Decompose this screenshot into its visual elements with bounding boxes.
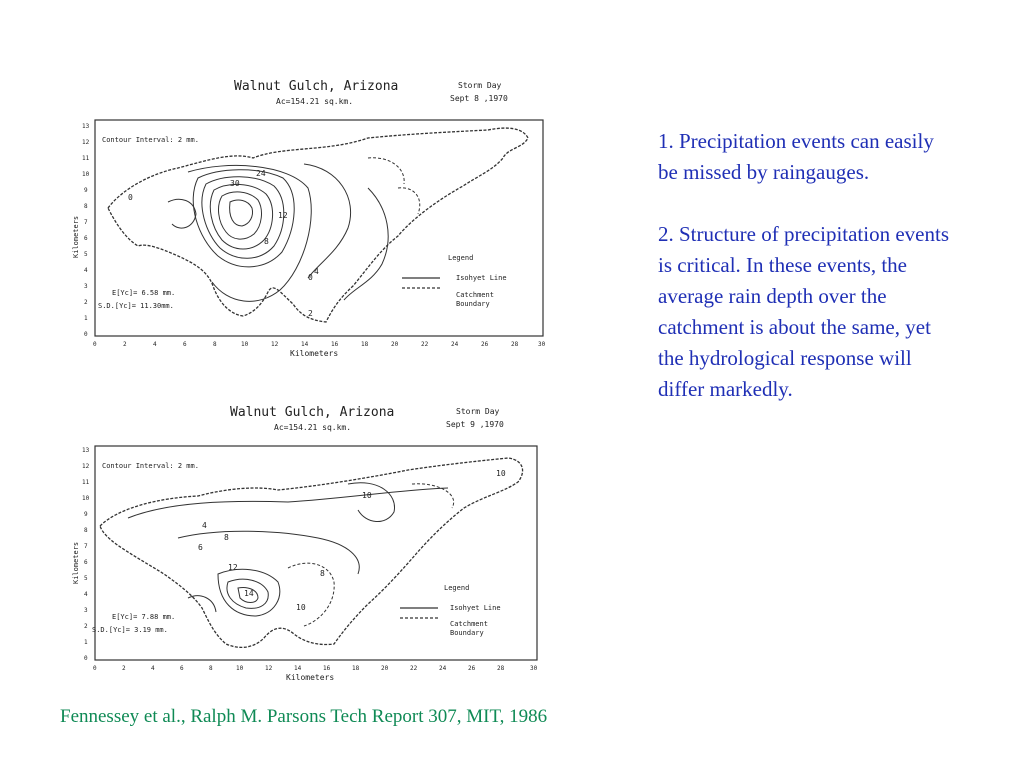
contour-label: 12	[278, 211, 288, 220]
x-axis-label: Kilometers	[290, 349, 339, 358]
map-title: Walnut Gulch, Arizona	[230, 405, 395, 420]
contour-label: 10	[296, 603, 306, 612]
x-tick: 14	[301, 341, 309, 348]
legend-catchment: Catchment	[450, 620, 488, 628]
y-tick: 3	[84, 283, 88, 290]
std-dev: S.D.[Yc]= 11.30mm.	[98, 302, 174, 310]
note-missed-events: 1. Precipitation events can easily be missed by raingauges.	[658, 129, 934, 184]
x-tick: 4	[151, 665, 155, 672]
x-tick: 16	[323, 665, 331, 672]
map-area: Ac=154.21 sq.km.	[276, 97, 354, 106]
y-tick: 11	[82, 479, 90, 486]
isohyet-lines	[128, 483, 454, 626]
map-sept-9-figure	[68, 398, 568, 690]
x-tick: 22	[410, 665, 418, 672]
y-tick: 5	[84, 575, 88, 582]
x-tick: 30	[530, 665, 538, 672]
x-tick: 28	[497, 665, 505, 672]
isohyet-lines	[168, 158, 420, 302]
notes-panel	[658, 126, 958, 436]
x-tick: 12	[265, 665, 273, 672]
std-dev: S.D.[Yc]= 3.19 mm.	[92, 626, 168, 634]
contour-interval: Contour Interval: 2 mm.	[102, 462, 199, 470]
storm-date: Sept 9 ,1970	[446, 420, 504, 429]
x-tick: 14	[294, 665, 302, 672]
x-ticks	[93, 341, 546, 348]
isohyet-map-sept-9	[68, 398, 568, 688]
y-axis-label: Kilometers	[72, 215, 80, 258]
citation: Fennessey et al., Ralph M. Parsons Tech Report 307, MIT, 1986	[60, 706, 548, 727]
contour-label: 12	[228, 563, 238, 572]
contour-label: 8	[264, 237, 269, 246]
y-tick: 7	[84, 543, 88, 550]
y-tick: 5	[84, 251, 88, 258]
map-sept-8-figure	[68, 68, 568, 360]
x-tick: 16	[331, 341, 339, 348]
x-tick: 12	[271, 341, 279, 348]
contour-label: 8	[320, 569, 325, 578]
x-tick: 20	[381, 665, 389, 672]
x-tick: 26	[481, 341, 489, 348]
x-tick: 18	[352, 665, 360, 672]
contour-label: 4	[202, 521, 207, 530]
x-tick: 0	[93, 341, 97, 348]
map-area: Ac=154.21 sq.km.	[274, 423, 352, 432]
x-ticks	[93, 665, 538, 672]
legend-boundary: Boundary	[456, 300, 490, 308]
y-tick: 12	[82, 139, 90, 146]
storm-date: Sept 8 ,1970	[450, 94, 508, 103]
y-tick: 13	[82, 123, 90, 130]
x-tick: 2	[123, 341, 127, 348]
storm-label: Storm Day	[458, 81, 502, 90]
x-tick: 6	[180, 665, 184, 672]
storm-label: Storm Day	[456, 407, 500, 416]
y-tick: 8	[84, 203, 88, 210]
x-tick: 18	[361, 341, 369, 348]
contour-label: 30	[230, 179, 240, 188]
y-tick: 7	[84, 219, 88, 226]
y-tick: 12	[82, 463, 90, 470]
contour-label: 4	[314, 267, 319, 276]
x-tick: 6	[183, 341, 187, 348]
legend-isohyet: Isohyet Line	[450, 604, 501, 612]
x-tick: 30	[538, 341, 546, 348]
y-tick: 1	[84, 315, 88, 322]
x-axis-label: Kilometers	[286, 673, 335, 682]
legend	[402, 254, 507, 308]
y-tick: 2	[84, 299, 88, 306]
contour-interval: Contour Interval: 2 mm.	[102, 136, 199, 144]
x-tick: 10	[241, 341, 249, 348]
contour-label: 10	[362, 491, 372, 500]
x-tick: 10	[236, 665, 244, 672]
y-tick: 6	[84, 235, 88, 242]
x-tick: 28	[511, 341, 519, 348]
y-axis-label: Kilometers	[72, 541, 80, 584]
map-title: Walnut Gulch, Arizona	[234, 79, 399, 94]
y-ticks	[82, 123, 90, 338]
y-tick: 6	[84, 559, 88, 566]
mean-depth: E[Yc]= 6.58 mm.	[112, 289, 176, 297]
y-tick: 0	[84, 655, 88, 662]
legend-isohyet: Isohyet Line	[456, 274, 507, 282]
contour-label: 2	[308, 309, 313, 318]
y-tick: 3	[84, 607, 88, 614]
x-tick: 2	[122, 665, 126, 672]
y-ticks	[82, 447, 90, 662]
y-tick: 8	[84, 527, 88, 534]
y-tick: 11	[82, 155, 90, 162]
contour-label: 0	[128, 193, 133, 202]
x-tick: 0	[93, 665, 97, 672]
note-event-structure: 2. Structure of precipitation events is critical. In these events, the average rain depth over the catchment is about the same, yet the hydrological response will differ markedly.	[658, 222, 949, 401]
x-tick: 24	[451, 341, 459, 348]
legend-title: Legend	[448, 254, 474, 262]
x-tick: 24	[439, 665, 447, 672]
y-tick: 4	[84, 267, 88, 274]
y-tick: 10	[82, 171, 90, 178]
y-tick: 9	[84, 511, 88, 518]
x-tick: 20	[391, 341, 399, 348]
mean-depth: E[Yc]= 7.88 mm.	[112, 613, 176, 621]
x-tick: 4	[153, 341, 157, 348]
y-tick: 0	[84, 331, 88, 338]
x-tick: 26	[468, 665, 476, 672]
legend-catchment: Catchment	[456, 291, 494, 299]
y-tick: 2	[84, 623, 88, 630]
x-tick: 8	[209, 665, 213, 672]
legend-boundary: Boundary	[450, 629, 484, 637]
legend-title: Legend	[444, 584, 470, 592]
contour-label: 8	[224, 533, 229, 542]
x-tick: 8	[213, 341, 217, 348]
y-tick: 10	[82, 495, 90, 502]
y-tick: 1	[84, 639, 88, 646]
contour-label: 14	[244, 589, 254, 598]
contour-label: 6	[198, 543, 203, 552]
x-tick: 22	[421, 341, 429, 348]
contour-label: 0	[308, 273, 313, 282]
y-tick: 13	[82, 447, 90, 454]
contour-label: 24	[256, 169, 266, 178]
contour-label: 10	[496, 469, 506, 478]
isohyet-map-sept-8	[68, 68, 568, 360]
y-tick: 9	[84, 187, 88, 194]
y-tick: 4	[84, 591, 88, 598]
legend	[400, 584, 501, 637]
